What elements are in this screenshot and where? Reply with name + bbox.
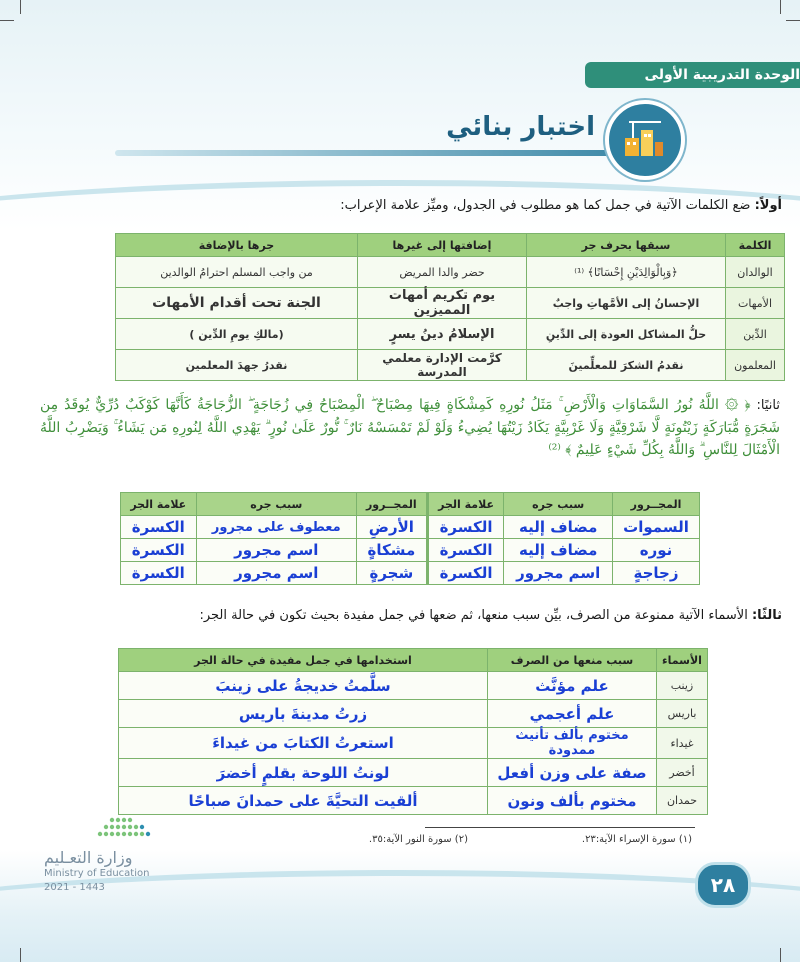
building-crane-icon (621, 118, 665, 158)
table-cell: مضاف إليه (504, 516, 613, 539)
unit-title-tab: الوحدة التدريبية الأولى (585, 62, 800, 88)
table-header: علامة الجر (427, 493, 504, 516)
table-cell: سلَّمتُ خديجةُ على زينبَ (119, 672, 488, 700)
crop-mark (0, 20, 14, 21)
table-header: علامة الجر (121, 493, 197, 516)
table-cell: الإحسانُ إلى الأمَّهاتِ واجبٌ (527, 288, 726, 319)
table-cell: اسم مجرور (504, 562, 613, 585)
title-badge (605, 100, 685, 180)
table-header: استخدامها في جمل مفيدة في حالة الجر (119, 649, 488, 672)
q2-table (120, 492, 700, 585)
table-header: المجــرور (356, 493, 427, 516)
table-cell: علم مؤنَّث (488, 672, 657, 700)
table-cell: اسم مجرور (196, 562, 356, 585)
row-key: باريس (657, 700, 708, 728)
table-cell: شجرةٍ (356, 562, 427, 585)
q3-instruction (22, 606, 782, 626)
section-title: اختبار بنائي (446, 112, 595, 142)
table-row (121, 539, 700, 562)
q1-text: ضع الكلمات الآتية في جمل كما هو مطلوب في الجدول، وميِّز علامة الإعراب: (340, 198, 751, 213)
table-cell: الكسرة (427, 562, 504, 585)
table-row (119, 728, 708, 759)
table-row (119, 759, 708, 787)
table-cell: كرَّمت الإدارة معلمي المدرسة (358, 350, 527, 381)
table-row (116, 257, 785, 288)
table-cell: زرتُ مدينةَ باريس (119, 700, 488, 728)
table-cell: لونتُ اللوحة بقلمٍ أخضرَ (119, 759, 488, 787)
vision-logo-icon (95, 812, 155, 842)
table-cell: الأرضِ (356, 516, 427, 539)
crop-mark (780, 0, 781, 14)
table-cell: زجاجةٍ (613, 562, 700, 585)
table-cell: الكسرة (121, 539, 197, 562)
table-header: سبب منعها من الصرف (488, 649, 657, 672)
table-header: المجــرور (613, 493, 700, 516)
table-cell: الكسرة (121, 516, 197, 539)
decorative-swoosh-bottom (0, 870, 800, 976)
table-cell: مشكاةٍ (356, 539, 427, 562)
q3-table (118, 648, 708, 815)
row-key: حمدان (657, 787, 708, 815)
row-key: المعلمون (726, 350, 785, 381)
row-key: الوالدان (726, 257, 785, 288)
row-key: زينب (657, 672, 708, 700)
table-cell: صفة على وزن أفعل (488, 759, 657, 787)
table-row (119, 672, 708, 700)
table-cell: نقدمُ الشكرَ للمعلِّمينَ (527, 350, 726, 381)
ministry-year: 2021 - 1443 (44, 882, 105, 893)
table-cell: الجنة تحت أقدام الأمهات (116, 288, 358, 319)
q1-instruction (340, 198, 782, 213)
q1-label: أولاً: (754, 198, 782, 213)
table-cell: الإسلامُ دينُ يسرٍ (358, 319, 527, 350)
table-cell: (مالكِ يومِ الدِّين ) (116, 319, 358, 350)
q2-label: ثانيًا: (756, 398, 781, 413)
table-row (121, 562, 700, 585)
table-cell: معطوف على مجرور (196, 516, 356, 539)
table-cell: حلُّ المشاكل العودة إلى الدِّينِ (527, 319, 726, 350)
footnote-divider (425, 827, 695, 828)
table-cell: الكسرة (427, 539, 504, 562)
table-cell: الكسرة (121, 562, 197, 585)
row-key: أخضر (657, 759, 708, 787)
table-header-row (121, 493, 700, 516)
table-cell: السموات (613, 516, 700, 539)
table-header: سبب جره (504, 493, 613, 516)
table-cell: حضر والدا المريض (358, 257, 527, 288)
table-row (116, 288, 785, 319)
table-cell: اسم مجرور (196, 539, 356, 562)
table-header: سبب جره (196, 493, 356, 516)
table-cell: من واجب المسلم احترامُ الوالدين (116, 257, 358, 288)
table-cell: علم أعجمي (488, 700, 657, 728)
table-row (116, 350, 785, 381)
table-row (119, 700, 708, 728)
row-key: غيداء (657, 728, 708, 759)
ministry-name-en: Ministry of Education (44, 868, 150, 879)
table-header-row (119, 649, 708, 672)
footnote-2: (٢) سورة النور الآية:٣٥. (368, 834, 468, 845)
table-cell: نوره (613, 539, 700, 562)
table-row (121, 516, 700, 539)
table-row (119, 787, 708, 815)
table-cell: الكسرة (427, 516, 504, 539)
table-cell: مختوم بألف تأنيث ممدودة (488, 728, 657, 759)
page-number: ٢٨ (695, 862, 751, 908)
table-cell: مختوم بألف ونون (488, 787, 657, 815)
table-header: سبقها بحرف جر (527, 234, 726, 257)
table-row (116, 319, 785, 350)
table-cell: ﴿وَبِالْوَالِدَيْنِ إِحْسَانًا﴾ ⁽¹⁾ (527, 257, 726, 288)
table-header: الكلمة (726, 234, 785, 257)
crop-mark (20, 0, 21, 14)
table-header: جرها بالإضافة (116, 234, 358, 257)
table-cell: يوم تكريم أمهات المميزين (358, 288, 527, 319)
table-header-row (116, 234, 785, 257)
row-key: الدِّين (726, 319, 785, 350)
q3-label: ثالثًا: (751, 608, 782, 623)
table-cell: مضاف إليه (504, 539, 613, 562)
table-cell: استعرتُ الكتابَ من غيداءَ (119, 728, 488, 759)
table-header: إضافتها إلى غيرها (358, 234, 527, 257)
q2-verse: ﴿ ۞ اللَّهُ نُورُ السَّمَاوَاتِ وَالْأَرْضِ ۚ مَثَلُ نُورِهِ كَمِشْكَاةٍ فِيهَا مِصْبَاحٌ ۖ الْمِصْبَاحُ فِي زُجَاجَةٍ ۖ الزُّجَاجَةُ كَأَنَّهَا كَوْكَبٌ دُرِّيٌّ يُوقَدُ مِن شَجَرَةٍ مُّبَارَكَةٍ زَيْتُونَةٍ لَّا شَرْقِيَّةٍ وَلَا غَرْبِيَّةٍ يَكَادُ زَيْتُهَا يُضِيءُ وَلَوْ لَمْ تَمْسَسْهُ نَارٌ ۚ نُّورٌ عَلَىٰ نُورٍ ۗ يَهْدِي اللَّهُ لِنُورِهِ مَن يَشَاءُ ۚ وَيَضْرِبُ اللَّهُ الْأَمْثَالَ لِلنَّاسِ ۗ وَاللَّهُ بِكُلِّ شَيْءٍ عَلِيمٌ ﴾ ⁽²⁾ (40, 397, 780, 458)
crop-mark (20, 948, 21, 962)
crop-mark (786, 20, 800, 21)
table-cell: نقدرُ جهدَ المعلمين (116, 350, 358, 381)
q1-table (115, 233, 785, 381)
title-underline (115, 150, 675, 156)
table-header: الأسماء (657, 649, 708, 672)
crop-mark (780, 948, 781, 962)
ministry-name-ar: وزارة التعـليم (44, 848, 133, 867)
q2-verse-block (40, 394, 780, 461)
q3-text: الأسماء الآتية ممنوعة من الصرف، بيِّن سبب منعها، ثم ضعها في جمل مفيدة بحيث تكون في حالة الجر: (199, 608, 748, 623)
row-key: الأمهات (726, 288, 785, 319)
table-cell: ألقيت التحيَّةَ على حمدانَ صباحًا (119, 787, 488, 815)
footnote-1: (١) سورة الإسراء الآية:٢٣. (581, 834, 692, 845)
